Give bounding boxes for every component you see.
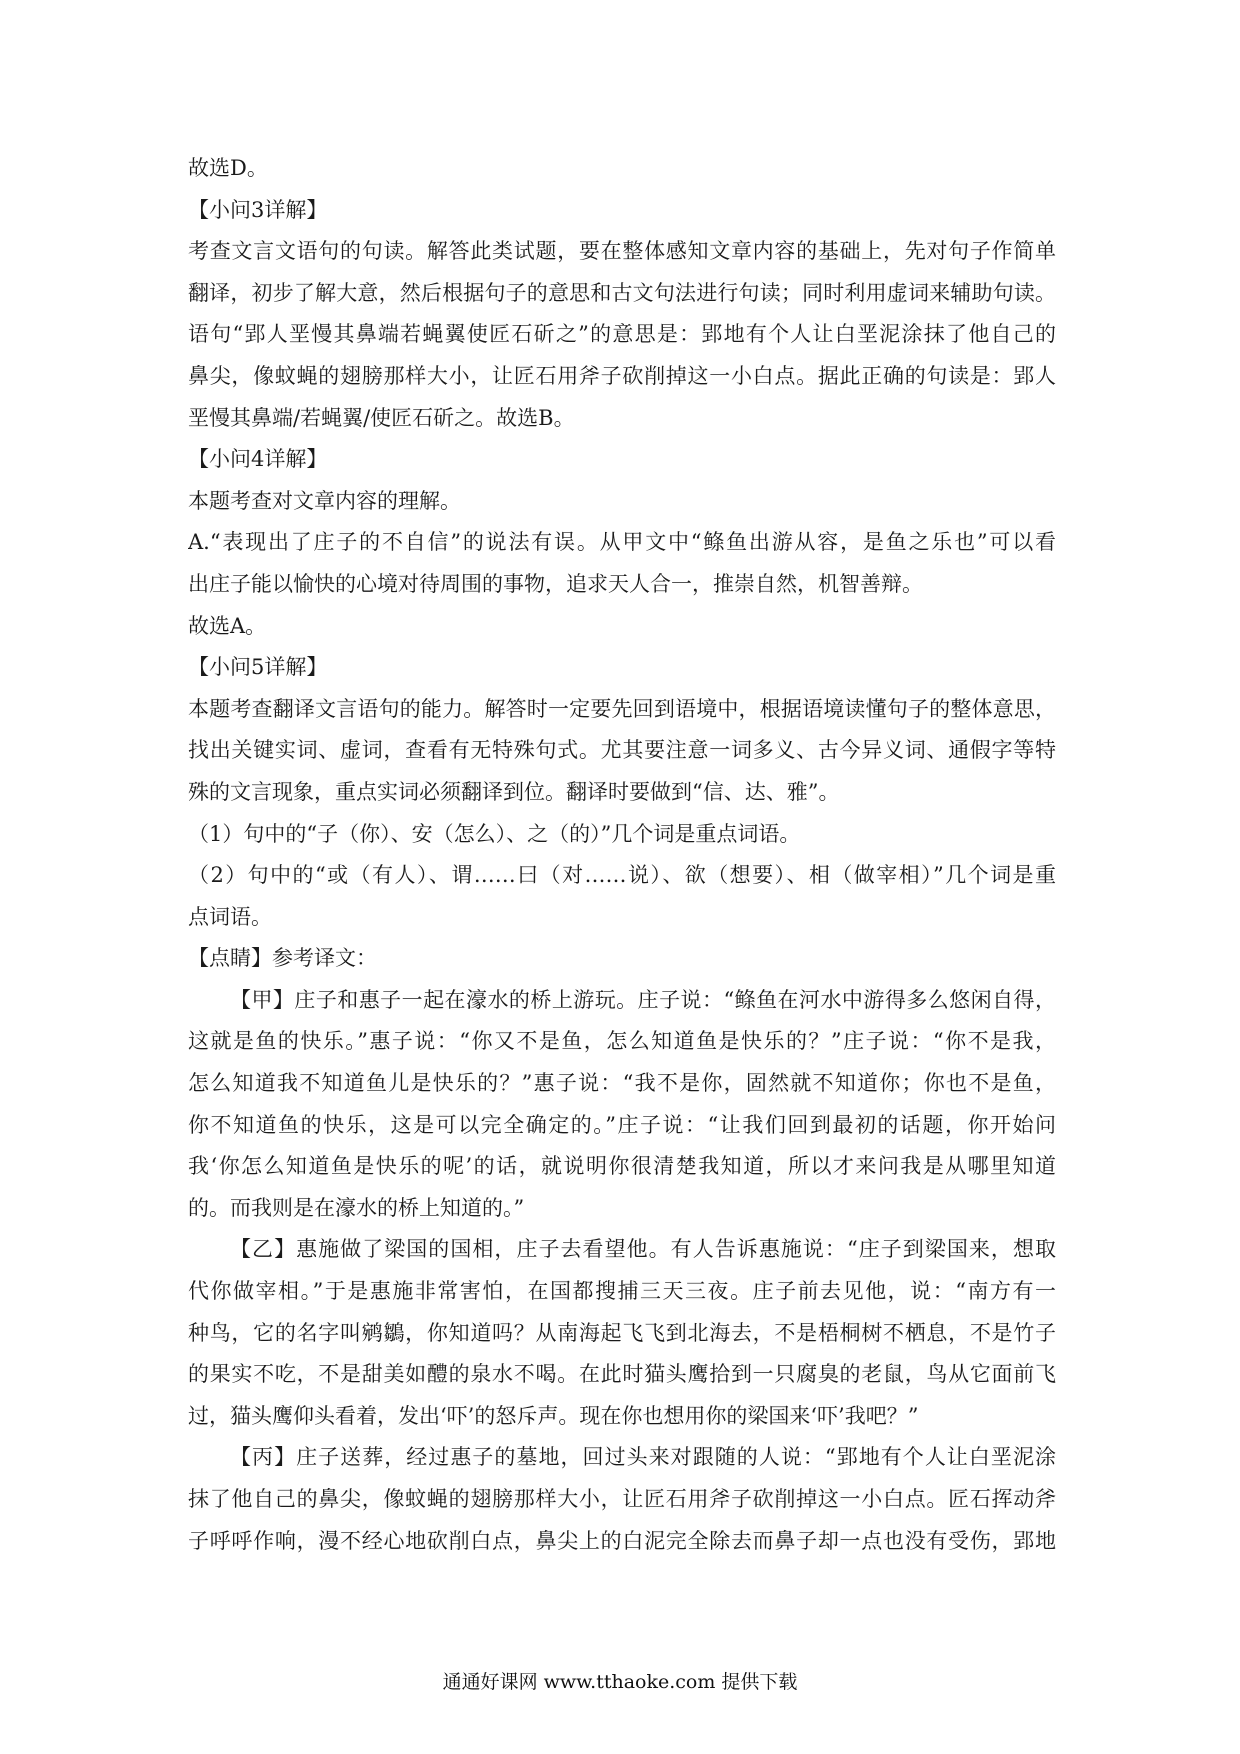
text-line: 这就是鱼的快乐。”惠子说：“你又不是鱼，怎么知道鱼是快乐的？”庄子说：“你不是我， [188, 1029, 1056, 1054]
text-line: 【小问4详解】 [188, 447, 328, 472]
text-line: 殊的文言现象，重点实词必须翻译到位。翻译时要做到“信、达、雅”。 [188, 779, 840, 804]
text-line: 【甲】庄子和惠子一起在濠水的桥上游玩。庄子说：“鲦鱼在河水中游得多么悠闲自得， [230, 987, 1056, 1012]
text-line: 【小问5详解】 [188, 655, 328, 680]
text-line: 故选D。 [188, 156, 268, 180]
text-line: 语句“郢人垩慢其鼻端若蝇翼使匠石斫之”的意思是：郢地有个人让白垩泥涂抹了他自己的 [188, 322, 1056, 347]
text-line: 抹了他自己的鼻尖，像蚊蝇的翅膀那样大小，让匠石用斧子砍削掉这一小白点。匠石挥动斧 [188, 1487, 1056, 1511]
text-line: 鼻尖，像蚊蝇的翅膀那样大小，让匠石用斧子砍削掉这一小白点。据此正确的句读是：郢人 [188, 363, 1056, 388]
text-line: 种鸟，它的名字叫鹓鶵，你知道吗？从南海起飞飞到北海去，不是梧桐树不栖息，不是竹子 [188, 1320, 1056, 1345]
text-line: 翻译，初步了解大意，然后根据句子的意思和古文句法进行句读；同时利用虚词来辅助句读。 [188, 280, 1056, 305]
text-line: 我‘你怎么知道鱼是快乐的呢’的话，就说明你很清楚我知道，所以才来问我是从哪里知道 [188, 1154, 1056, 1179]
text-line: 本题考查翻译文言语句的能力。解答时一定要先回到语境中，根据语境读懂句子的整体意思， [188, 696, 1056, 721]
text-line: （2）句中的“或（有人）、谓……曰（对……说）、欲（想要）、相（做宰相）”几个词是重 [188, 863, 1056, 888]
text-line: 子呼呼作响，漫不经心地砍削白点，鼻尖上的白泥完全除去而鼻子却一点也没有受伤，郢地 [188, 1528, 1056, 1553]
text-line: 故选A。 [188, 613, 267, 638]
text-line: 【小问3详解】 [188, 197, 328, 222]
text-line: A.“表现出了庄子的不自信”的说法有误。从甲文中“鲦鱼出游从容，是鱼之乐也”可以看 [188, 530, 1056, 555]
text-line: 垩慢其鼻端/若蝇翼/使匠石斫之。故选B。 [188, 405, 575, 430]
text-line: 出庄子能以愉快的心境对待周围的事物，追求天人合一，推崇自然，机智善辩。 [188, 571, 923, 596]
text-line: （1）句中的“子（你）、安（怎么）、之（的）”几个词是重点词语。 [188, 821, 801, 846]
text-line: 过，猫头鹰仰头看着，发出‘吓’的怒斥声。现在你也想用你的梁国来‘吓’我吧？” [188, 1403, 919, 1428]
text-line: 考查文言文语句的句读。解答此类试题，要在整体感知文章内容的基础上，先对句子作简单 [188, 239, 1056, 264]
text-line: 的果实不吃，不是甜美如醴的泉水不喝。在此时猫头鹰拾到一只腐臭的老鼠，鸟从它面前飞 [188, 1362, 1056, 1387]
text-line: 代你做宰相。”于是惠施非常害怕，在国都搜捕三天三夜。庄子前去见他，说：“南方有一 [188, 1279, 1056, 1304]
text-line: 【乙】惠施做了梁国的国相，庄子去看望他。有人告诉惠施说：“庄子到梁国来，想取 [230, 1237, 1056, 1262]
text-line: 【丙】庄子送葬，经过惠子的墓地，回过头来对跟随的人说：“郢地有个人让白垩泥涂 [230, 1445, 1056, 1470]
page-footer: 通通好课网 www.tthaoke.com 提供下载 [442, 1671, 798, 1693]
text-line: 的。而我则是在濠水的桥上知道的。” [188, 1195, 525, 1220]
document-body [188, 148, 1056, 1562]
text-line: 怎么知道我不知道鱼儿是快乐的？”惠子说：“我不是你，固然就不知道你；你也不是鱼， [188, 1071, 1056, 1096]
text-line: 本题考查对文章内容的理解。 [188, 488, 461, 513]
text-line: 点词语。 [188, 904, 272, 929]
text-line: 找出关键实词、虚词，查看有无特殊句式。尤其要注意一词多义、古今异义词、通假字等特 [188, 738, 1056, 763]
text-line: 【点睛】参考译文： [188, 946, 377, 971]
text-line: 你不知道鱼的快乐，这是可以完全确定的。”庄子说：“让我们回到最初的话题，你开始问 [188, 1112, 1056, 1137]
